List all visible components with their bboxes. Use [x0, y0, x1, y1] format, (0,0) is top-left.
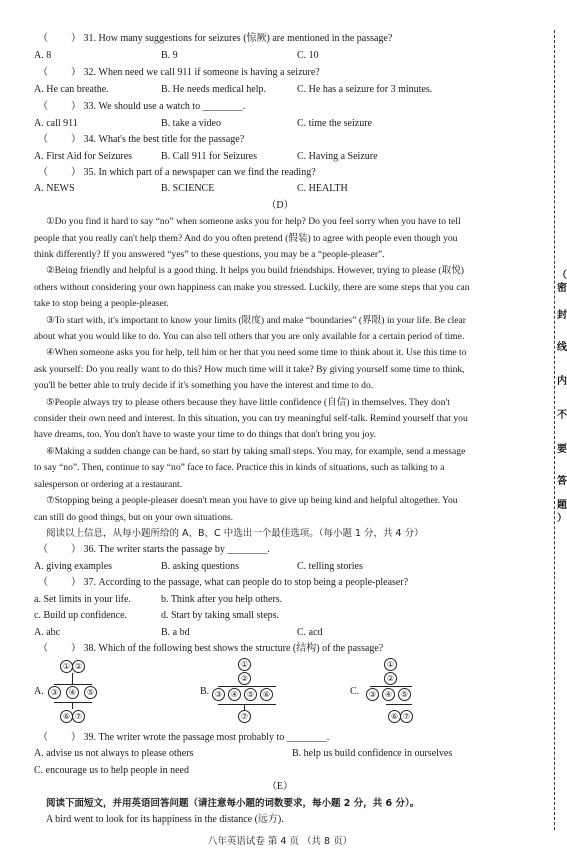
q32-option-b[interactable]: B. He needs medical help.	[161, 84, 266, 95]
q39-option-b[interactable]: B. help us build confidence in ourselves	[292, 748, 453, 759]
node-1: ①	[238, 658, 251, 671]
q36-option-c[interactable]: C. telling stories	[297, 561, 363, 572]
connector	[72, 673, 73, 684]
node-3: ③	[366, 688, 379, 701]
passage-line: ④When someone asks you for help, tell him or her that you need some time to think about it. Use this time to	[46, 347, 467, 358]
structure-diagram-c[interactable]	[350, 658, 470, 724]
q36-option-a[interactable]: A. giving examples	[34, 561, 113, 572]
node-3: ③	[212, 688, 225, 701]
passage-line: ①Do you find it hard to say “no” when someone asks you for help? Do you feel sorry when you have to tell	[46, 216, 461, 227]
seal-text-char: 封	[557, 310, 567, 321]
connector	[218, 686, 276, 687]
section-e-first-line: A bird went to look for its happiness in the distance (远方).	[46, 814, 284, 825]
q37-option-b[interactable]: B. a bd	[161, 627, 190, 638]
q39-option-c[interactable]: C. encourage us to help people in need	[34, 765, 189, 776]
q37-option-a[interactable]: A. abc	[34, 627, 61, 638]
diagram-c-label: C.	[350, 686, 360, 697]
page-footer: 八年英语试卷 第 4 页 （共 8 页）	[207, 836, 353, 847]
node-6: ⑥	[260, 688, 273, 701]
node-2: ②	[238, 672, 251, 685]
node-1: ①	[60, 660, 73, 673]
passage-line: ③To start with, it's important to know your limits (限度) and make “boundaries” (界限) in your life. Be clear	[46, 315, 466, 326]
passage-line: ask yourself: Do you really want to do this? How much time will it take? By giving yourself some time to think,	[34, 364, 465, 375]
q36-stem: 36. The writer starts the passage by ________.	[83, 544, 270, 555]
q39-line	[38, 731, 329, 745]
q34-line	[38, 133, 244, 147]
q32-open-bracket: （	[38, 67, 48, 78]
q39-options-1	[34, 747, 554, 761]
node-4: ④	[66, 686, 79, 699]
node-7: ⑦	[72, 710, 85, 723]
seal-text-char: （	[557, 270, 567, 281]
q36-option-b[interactable]: B. asking questions	[161, 561, 240, 572]
q34-option-b[interactable]: B. Call 911 for Seizures	[161, 151, 258, 162]
q37-line	[38, 576, 408, 590]
q35-stem: 35. In which part of a newspaper can we find the reading?	[83, 167, 316, 178]
passage-line: people that you really can't help them? And do you often pretend (假装) to agree with people even though you	[34, 233, 458, 244]
instruction-d: 阅读以上信息，从每小题所给的 A、B、C 中选出一个最佳选项。（每小题 1 分，共 4 分）	[46, 528, 424, 539]
q34-options	[34, 150, 554, 164]
connector	[54, 702, 92, 703]
q36-open-bracket: （	[38, 544, 48, 555]
passage-line: take to stop being a people-pleaser.	[34, 298, 169, 309]
node-1: ①	[384, 658, 397, 671]
passage-line: ⑦Stopping being a people-pleaser doesn't mean you have to give up being kind and helpful altogether. You	[46, 495, 458, 506]
section-e-heading: （E）	[266, 781, 294, 792]
passage-line: you'll be better able to truly decide if it's something you have the interest and time to do.	[34, 380, 374, 391]
passage-line: have dreams, too. You don't have to waste your time to do things that don't bring you joy.	[34, 429, 377, 440]
seal-text-char: 不	[557, 410, 567, 421]
q37-statement-a: a. Set limits in your life.	[34, 594, 131, 605]
q33-line	[38, 100, 245, 114]
q37-open-bracket: （	[38, 577, 48, 588]
connector	[386, 704, 412, 705]
q33-options	[34, 117, 554, 131]
seal-text-char: 密	[557, 283, 567, 294]
q37-statement-d: d. Start by taking small steps.	[161, 610, 280, 621]
q34-stem: 34. What's the best title for the passage?	[83, 134, 245, 145]
passage-line: salesperson or ordering at a restaurant.	[34, 479, 183, 490]
connector	[370, 686, 412, 687]
q37-statements-1	[34, 593, 554, 607]
structure-diagram-a[interactable]	[34, 658, 154, 724]
node-4: ④	[382, 688, 395, 701]
node-2: ②	[384, 672, 397, 685]
q31-stem: 31. How many suggestions for seizures (惊厥) are mentioned in the passage?	[83, 33, 393, 44]
q31-option-b[interactable]: B. 9	[161, 50, 178, 61]
q35-line	[38, 166, 316, 180]
passage-line: about what you would like to do. You can also tell others that you are only available for a certain period of time.	[34, 331, 465, 342]
node-2: ②	[72, 660, 85, 673]
q39-option-a[interactable]: A. advise us not always to please others	[34, 748, 194, 759]
q32-close-bracket: ）	[71, 67, 81, 78]
node-6: ⑥	[388, 710, 401, 723]
q36-line	[38, 543, 270, 557]
q36-options	[34, 560, 554, 574]
seal-text-char: 要	[557, 444, 567, 455]
seal-text-char: 内	[557, 376, 567, 387]
q38-open-bracket: （	[38, 643, 48, 654]
q31-open-bracket: （	[38, 33, 48, 44]
q31-option-c[interactable]: C. 10	[297, 50, 319, 61]
q32-stem: 32. When need we call 911 if someone is having a seizure?	[83, 67, 320, 78]
passage-line: can still do good things, but on your own situations.	[34, 512, 234, 523]
q36-close-bracket: ）	[71, 544, 81, 555]
connector	[72, 702, 73, 709]
q33-option-c[interactable]: C. time the seizure	[297, 118, 372, 129]
q33-option-a[interactable]: A. call 911	[34, 118, 78, 129]
q35-option-b[interactable]: B. SCIENCE	[161, 183, 215, 194]
q35-open-bracket: （	[38, 167, 48, 178]
passage-line: think differently? If you answered “yes” to these questions, you may be a “people-pleaser”.	[34, 249, 385, 260]
passage-line: consider their own need and interest. In this situation, you can try meaningful self-talk. Remind yourself that you	[34, 413, 468, 424]
q35-close-bracket: ）	[71, 167, 81, 178]
node-4: ④	[228, 688, 241, 701]
q31-line	[38, 32, 392, 46]
q37-statements-2	[34, 609, 554, 623]
q34-option-a[interactable]: A. First Aid for Seizures	[34, 151, 133, 162]
q37-options	[34, 626, 554, 640]
q37-close-bracket: ）	[71, 577, 81, 588]
q31-option-a[interactable]: A. 8	[34, 50, 52, 61]
q38-close-bracket: ）	[71, 643, 81, 654]
section-d-heading: （D）	[266, 200, 294, 211]
q33-open-bracket: （	[38, 101, 48, 112]
q33-option-b[interactable]: B. take a video	[161, 118, 221, 129]
q35-option-a[interactable]: A. NEWS	[34, 183, 75, 194]
q33-stem: 33. We should use a watch to ________.	[83, 101, 246, 112]
q34-option-c[interactable]: C. Having a Seizure	[297, 151, 378, 162]
node-6: ⑥	[60, 710, 73, 723]
q39-stem: 39. The writer wrote the passage most probably to ________.	[83, 732, 330, 743]
passage-line: ②Being friendly and helpful is a good thing. It helps you build friendships. However, trying to please (取悦)	[46, 265, 465, 276]
q38-line	[38, 642, 383, 656]
q33-close-bracket: ）	[71, 101, 81, 112]
q38-stem: 38. Which of the following best shows the structure (结构) of the passage?	[83, 643, 384, 654]
q34-open-bracket: （	[38, 134, 48, 145]
passage-line: ⑥Making a sudden change can be hard, so start by taking small steps. You may, for example, send a message	[46, 446, 466, 457]
passage-line: ⑤People always try to please others because they have little confidence (自信) in themselves. They don't	[46, 397, 450, 408]
q37-stem: 37. According to the passage, what can people do to stop being a people-pleaser?	[83, 577, 409, 588]
node-7: ⑦	[400, 710, 413, 723]
passage-line: others without considering your own happiness can make you stressed. Luckily, there are some steps that you can	[34, 282, 470, 293]
node-7: ⑦	[238, 710, 251, 723]
structure-diagram-b[interactable]	[200, 658, 320, 724]
instruction-e: 阅读下面短文，并用英语回答问题（请注意每小题的词数要求，每小题 2 分，共 6 分）。	[46, 798, 420, 809]
passage-line: to say “no”. Then, continue to say “no” face to face. Practice this in kinds of situations, such as talking to a	[34, 462, 445, 473]
diagram-a-label: A.	[34, 686, 44, 697]
q35-option-c[interactable]: C. HEALTH	[297, 183, 348, 194]
q32-options	[34, 83, 554, 97]
q31-options	[34, 49, 554, 63]
q39-close-bracket: ）	[71, 732, 81, 743]
seal-line	[554, 30, 555, 830]
seal-text-char: 线	[557, 342, 567, 353]
seal-text-char: 答	[557, 476, 567, 487]
q32-option-a[interactable]: A. He can breathe.	[34, 84, 109, 95]
node-3: ③	[48, 686, 61, 699]
q31-close-bracket: ）	[71, 33, 81, 44]
q37-option-c[interactable]: C. acd	[297, 627, 323, 638]
diagram-b-label: B.	[200, 686, 210, 697]
connector	[54, 684, 92, 685]
node-5: ⑤	[398, 688, 411, 701]
node-5: ⑤	[244, 688, 257, 701]
node-5: ⑤	[84, 686, 97, 699]
seal-text-char: ）	[557, 513, 567, 524]
q39-open-bracket: （	[38, 732, 48, 743]
q32-line	[38, 66, 320, 80]
q37-statement-b: b. Think after you help others.	[161, 594, 283, 605]
q32-option-c[interactable]: C. He has a seizure for 3 minutes.	[297, 84, 433, 95]
q34-close-bracket: ）	[71, 134, 81, 145]
q35-options	[34, 182, 554, 196]
seal-text-char: 题	[557, 500, 567, 511]
q37-statement-c: c. Build up confidence.	[34, 610, 128, 621]
connector	[218, 704, 276, 705]
